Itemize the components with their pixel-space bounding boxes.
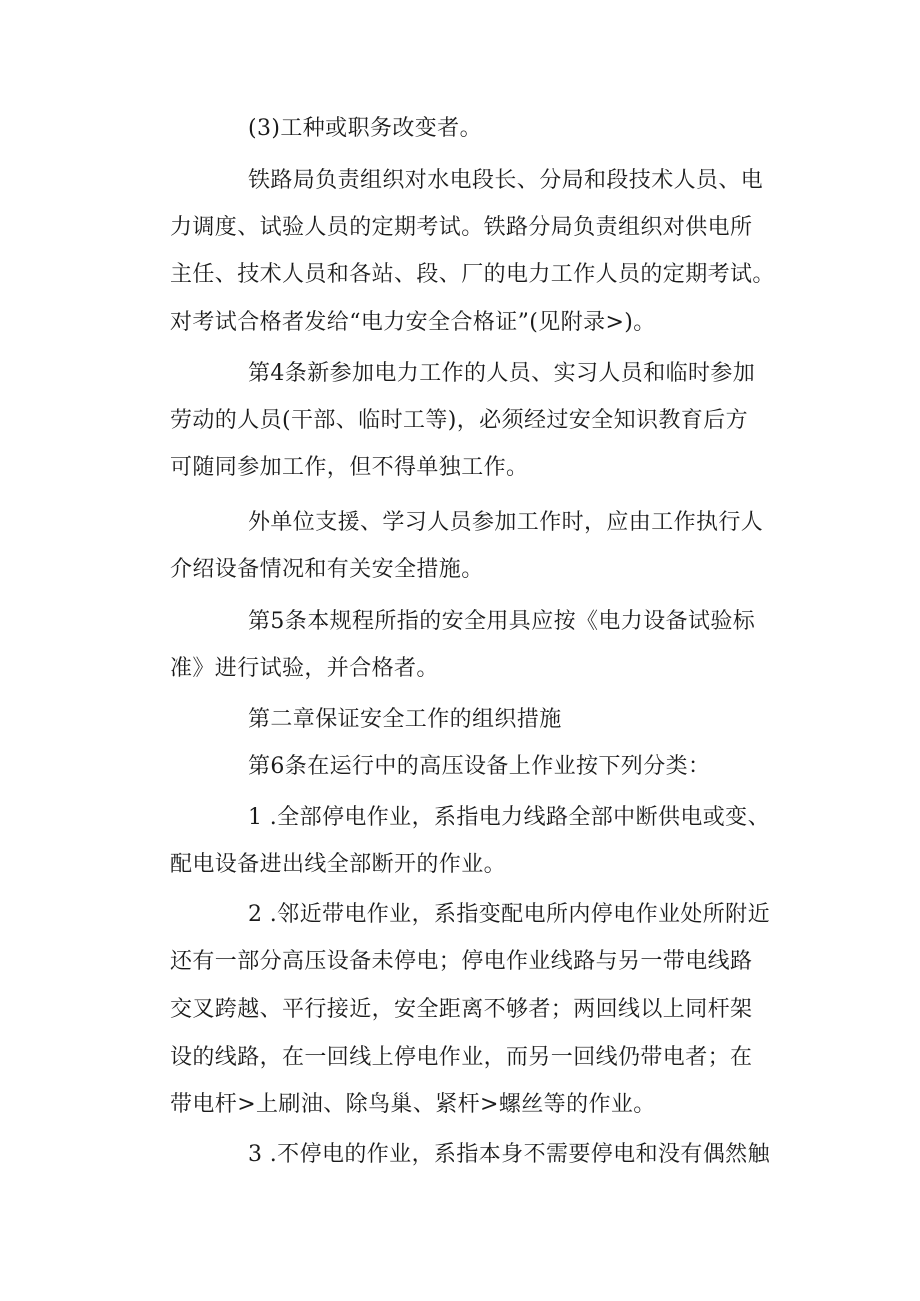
para-line: 还有一部分高压设备未停电；停电作业线路与另一带电线路 xyxy=(170,949,753,974)
para-line: 铁路局负责组织对水电段长、分局和段技术人员、电 xyxy=(248,168,764,193)
para-line: (3)工种或职务改变者。 xyxy=(248,116,482,141)
para-line: 对考试合格者发给“电力安全合格证”(见附录>)。 xyxy=(170,310,656,335)
para-line: 第4条新参加电力工作的人员、实习人员和临时参加 xyxy=(248,361,756,386)
para-line: 介绍设备情况和有关安全措施。 xyxy=(170,557,484,582)
para-line: 交叉跨越、平行接近，安全距离不够者；两回线以上同杆架 xyxy=(170,997,753,1022)
list-item-line: 2 .邻近带电作业，系指变配电所内停电作业处所附近 xyxy=(248,902,770,927)
para-line: 外单位支援、学习人员参加工作时，应由工作执行人 xyxy=(248,510,764,535)
para-line: 主任、技术人员和各站、段、厂的电力工作人员的定期考试。 xyxy=(170,262,775,287)
list-item-line: 3 .不停电的作业，系指本身不需要停电和没有偶然触 xyxy=(248,1142,770,1167)
list-item-line: 1 .全部停电作业，系指电力线路全部中断供电或变、 xyxy=(248,805,770,830)
para-line: 力调度、试验人员的定期考试。铁路分局负责组织对供电所 xyxy=(170,215,753,240)
para-line: 可随同参加工作，但不得单独工作。 xyxy=(170,455,529,480)
para-line: 带电杆>上刷油、除鸟巢、紧杆>螺丝等的作业。 xyxy=(170,1092,656,1117)
para-line: 劳动的人员(干部、临时工等)，必须经过安全知识教育后方 xyxy=(170,408,748,433)
para-line: 设的线路，在一回线上停电作业，而另一回线仍带电者；在 xyxy=(170,1045,753,1070)
para-line: 配电设备进出线全部断开的作业。 xyxy=(170,852,507,877)
section-heading: 第二章保证安全工作的组织措施 xyxy=(248,707,562,732)
para-line: 第6条在运行中的高压设备上作业按下列分类： xyxy=(248,754,711,779)
para-line: 第5条本规程所指的安全用具应按《电力设备试验标 xyxy=(248,609,756,634)
para-line: 准》进行试验，并合格者。 xyxy=(170,656,439,681)
